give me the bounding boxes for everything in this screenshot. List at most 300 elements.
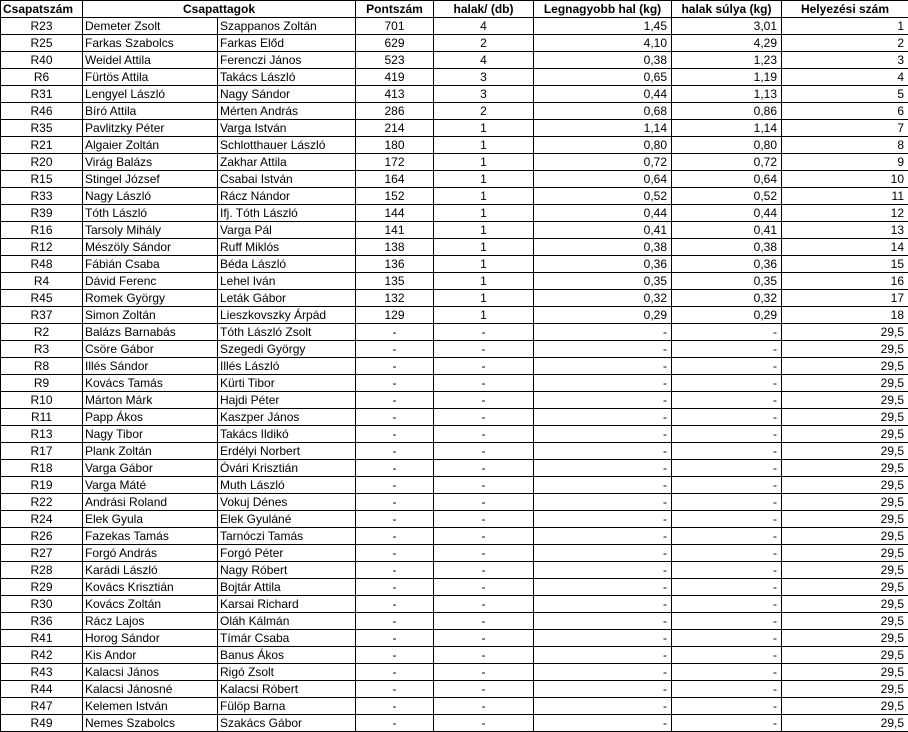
member-2-cell: Kalacsi Róbert: [218, 681, 356, 698]
member-1-cell: Kalacsi János: [83, 664, 218, 681]
team-number-cell: R30: [1, 596, 83, 613]
rank-cell: 17: [782, 290, 908, 307]
member-2-cell: Ifj. Tóth László: [218, 205, 356, 222]
biggest-fish-cell: 0,29: [534, 307, 672, 324]
fish-count-cell: -: [434, 409, 534, 426]
fish-count-cell: -: [434, 630, 534, 647]
fish-weight-cell: -: [672, 358, 782, 375]
team-number-cell: R6: [1, 69, 83, 86]
fish-weight-cell: 1,19: [672, 69, 782, 86]
team-number-cell: R11: [1, 409, 83, 426]
rank-cell: 6: [782, 103, 908, 120]
team-number-cell: R19: [1, 477, 83, 494]
table-row: [1, 154, 908, 171]
biggest-fish-cell: 0,52: [534, 188, 672, 205]
table-row: [1, 528, 908, 545]
fish-weight-cell: 0,80: [672, 137, 782, 154]
biggest-fish-cell: -: [534, 664, 672, 681]
biggest-fish-cell: -: [534, 562, 672, 579]
rank-cell: 29,5: [782, 613, 908, 630]
member-2-cell: Banus Ákos: [218, 647, 356, 664]
table-row: [1, 477, 908, 494]
member-2-cell: Fülöp Barna: [218, 698, 356, 715]
team-number-cell: R18: [1, 460, 83, 477]
member-1-cell: Horog Sándor: [83, 630, 218, 647]
rank-cell: 29,5: [782, 392, 908, 409]
fish-count-cell: 1: [434, 239, 534, 256]
fish-weight-cell: 0,44: [672, 205, 782, 222]
member-2-cell: Illés László: [218, 358, 356, 375]
fish-count-cell: 1: [434, 256, 534, 273]
fish-weight-cell: -: [672, 443, 782, 460]
member-2-cell: Bojtár Attila: [218, 579, 356, 596]
member-1-cell: Kelemen István: [83, 698, 218, 715]
fish-weight-cell: -: [672, 494, 782, 511]
table-row: [1, 341, 908, 358]
fish-count-cell: -: [434, 579, 534, 596]
rank-cell: 4: [782, 69, 908, 86]
team-number-cell: R13: [1, 426, 83, 443]
points-cell: -: [356, 460, 434, 477]
member-2-cell: Kürti Tibor: [218, 375, 356, 392]
member-2-cell: Rigó Zsolt: [218, 664, 356, 681]
fish-count-cell: -: [434, 698, 534, 715]
biggest-fish-cell: -: [534, 698, 672, 715]
biggest-fish-cell: -: [534, 341, 672, 358]
member-1-cell: Kovács Zoltán: [83, 596, 218, 613]
member-2-cell: Tímár Csaba: [218, 630, 356, 647]
team-number-cell: R47: [1, 698, 83, 715]
member-1-cell: Stingel József: [83, 171, 218, 188]
rank-cell: 3: [782, 52, 908, 69]
fish-weight-cell: 0,38: [672, 239, 782, 256]
biggest-fish-cell: -: [534, 596, 672, 613]
fish-weight-cell: -: [672, 630, 782, 647]
team-number-cell: R17: [1, 443, 83, 460]
team-number-cell: R10: [1, 392, 83, 409]
fish-count-cell: -: [434, 358, 534, 375]
fish-count-cell: -: [434, 681, 534, 698]
rank-cell: 11: [782, 188, 908, 205]
member-1-cell: Varga Gábor: [83, 460, 218, 477]
member-1-cell: Mészöly Sándor: [83, 239, 218, 256]
team-number-cell: R25: [1, 35, 83, 52]
fish-count-cell: -: [434, 426, 534, 443]
table-row: [1, 511, 908, 528]
member-2-cell: Forgó Péter: [218, 545, 356, 562]
rank-cell: 29,5: [782, 545, 908, 562]
team-number-cell: R23: [1, 18, 83, 35]
member-1-cell: Karádi László: [83, 562, 218, 579]
table-row: [1, 613, 908, 630]
biggest-fish-cell: 0,35: [534, 273, 672, 290]
table-row: [1, 171, 908, 188]
member-2-cell: Szakács Gábor: [218, 715, 356, 732]
team-number-cell: R37: [1, 307, 83, 324]
header-points: Pontszám: [356, 1, 434, 18]
fish-weight-cell: -: [672, 545, 782, 562]
points-cell: 286: [356, 103, 434, 120]
biggest-fish-cell: -: [534, 545, 672, 562]
points-cell: -: [356, 375, 434, 392]
member-2-cell: Erdélyi Norbert: [218, 443, 356, 460]
points-cell: 135: [356, 273, 434, 290]
fish-weight-cell: 0,35: [672, 273, 782, 290]
header-fish-weight: halak súlya (kg): [672, 1, 782, 18]
fish-count-cell: 1: [434, 120, 534, 137]
member-1-cell: Kis Andor: [83, 647, 218, 664]
points-cell: -: [356, 647, 434, 664]
fish-count-cell: -: [434, 596, 534, 613]
points-cell: -: [356, 562, 434, 579]
biggest-fish-cell: -: [534, 358, 672, 375]
rank-cell: 29,5: [782, 358, 908, 375]
table-row: [1, 120, 908, 137]
points-cell: -: [356, 715, 434, 732]
points-cell: 523: [356, 52, 434, 69]
points-cell: 629: [356, 35, 434, 52]
table-row: [1, 443, 908, 460]
rank-cell: 13: [782, 222, 908, 239]
biggest-fish-cell: 0,36: [534, 256, 672, 273]
member-2-cell: Varga Pál: [218, 222, 356, 239]
fish-weight-cell: 0,41: [672, 222, 782, 239]
rank-cell: 8: [782, 137, 908, 154]
fish-count-cell: 1: [434, 137, 534, 154]
fish-count-cell: 3: [434, 69, 534, 86]
fish-weight-cell: -: [672, 681, 782, 698]
member-2-cell: Rácz Nándor: [218, 188, 356, 205]
team-number-cell: R42: [1, 647, 83, 664]
header-row: [1, 1, 908, 18]
fish-weight-cell: 0,86: [672, 103, 782, 120]
table-row: [1, 239, 908, 256]
biggest-fish-cell: -: [534, 681, 672, 698]
points-cell: 164: [356, 171, 434, 188]
member-2-cell: Hajdi Péter: [218, 392, 356, 409]
fish-count-cell: 1: [434, 154, 534, 171]
rank-cell: 5: [782, 86, 908, 103]
table-row: [1, 596, 908, 613]
biggest-fish-cell: -: [534, 494, 672, 511]
member-1-cell: Simon Zoltán: [83, 307, 218, 324]
rank-cell: 29,5: [782, 375, 908, 392]
member-2-cell: Lieszkovszky Árpád: [218, 307, 356, 324]
points-cell: 132: [356, 290, 434, 307]
team-number-cell: R46: [1, 103, 83, 120]
team-number-cell: R2: [1, 324, 83, 341]
table-row: [1, 103, 908, 120]
rank-cell: 14: [782, 239, 908, 256]
table-row: [1, 715, 908, 732]
points-cell: -: [356, 443, 434, 460]
fish-count-cell: 1: [434, 290, 534, 307]
fish-weight-cell: -: [672, 528, 782, 545]
member-1-cell: Papp Ákos: [83, 409, 218, 426]
fish-count-cell: 1: [434, 171, 534, 188]
header-team-number: Csapatszám: [1, 1, 83, 18]
biggest-fish-cell: 0,72: [534, 154, 672, 171]
biggest-fish-cell: -: [534, 715, 672, 732]
points-cell: -: [356, 511, 434, 528]
table-row: [1, 35, 908, 52]
points-cell: 701: [356, 18, 434, 35]
rank-cell: 29,5: [782, 426, 908, 443]
fish-weight-cell: -: [672, 477, 782, 494]
member-1-cell: Fábián Csaba: [83, 256, 218, 273]
team-number-cell: R26: [1, 528, 83, 545]
member-1-cell: Kovács Tamás: [83, 375, 218, 392]
rank-cell: 29,5: [782, 409, 908, 426]
team-number-cell: R3: [1, 341, 83, 358]
rank-cell: 29,5: [782, 511, 908, 528]
member-2-cell: Tarnóczi Tamás: [218, 528, 356, 545]
table-row: [1, 86, 908, 103]
biggest-fish-cell: 0,38: [534, 52, 672, 69]
fish-count-cell: -: [434, 375, 534, 392]
biggest-fish-cell: -: [534, 511, 672, 528]
team-number-cell: R40: [1, 52, 83, 69]
fish-weight-cell: 0,32: [672, 290, 782, 307]
points-cell: -: [356, 324, 434, 341]
points-cell: -: [356, 341, 434, 358]
points-cell: -: [356, 528, 434, 545]
team-number-cell: R49: [1, 715, 83, 732]
member-2-cell: Farkas Előd: [218, 35, 356, 52]
fish-count-cell: -: [434, 494, 534, 511]
member-1-cell: Csöre Gábor: [83, 341, 218, 358]
points-cell: -: [356, 477, 434, 494]
fish-count-cell: 3: [434, 86, 534, 103]
table-row: [1, 324, 908, 341]
member-1-cell: Pavlitzky Péter: [83, 120, 218, 137]
biggest-fish-cell: -: [534, 324, 672, 341]
fish-weight-cell: 0,64: [672, 171, 782, 188]
biggest-fish-cell: -: [534, 409, 672, 426]
member-1-cell: Kovács Krisztián: [83, 579, 218, 596]
team-number-cell: R39: [1, 205, 83, 222]
member-1-cell: Farkas Szabolcs: [83, 35, 218, 52]
member-1-cell: Nagy László: [83, 188, 218, 205]
biggest-fish-cell: -: [534, 460, 672, 477]
rank-cell: 15: [782, 256, 908, 273]
member-2-cell: Ruff Miklós: [218, 239, 356, 256]
member-1-cell: Elek Gyula: [83, 511, 218, 528]
table-row: [1, 698, 908, 715]
table-row: [1, 256, 908, 273]
member-2-cell: Leták Gábor: [218, 290, 356, 307]
fish-count-cell: 4: [434, 52, 534, 69]
fish-weight-cell: -: [672, 341, 782, 358]
fish-weight-cell: -: [672, 562, 782, 579]
member-1-cell: Tóth László: [83, 205, 218, 222]
member-2-cell: Karsai Richard: [218, 596, 356, 613]
table-row: [1, 409, 908, 426]
member-1-cell: Algaier Zoltán: [83, 137, 218, 154]
team-number-cell: R44: [1, 681, 83, 698]
points-cell: -: [356, 579, 434, 596]
points-cell: -: [356, 681, 434, 698]
fish-weight-cell: -: [672, 664, 782, 681]
member-2-cell: Kaszper János: [218, 409, 356, 426]
points-cell: -: [356, 698, 434, 715]
table-row: [1, 18, 908, 35]
biggest-fish-cell: -: [534, 613, 672, 630]
table-row: [1, 460, 908, 477]
fish-count-cell: -: [434, 613, 534, 630]
points-cell: -: [356, 630, 434, 647]
biggest-fish-cell: 0,80: [534, 137, 672, 154]
member-2-cell: Tóth László Zsolt: [218, 324, 356, 341]
table-row: [1, 205, 908, 222]
fish-weight-cell: -: [672, 375, 782, 392]
biggest-fish-cell: 1,14: [534, 120, 672, 137]
rank-cell: 29,5: [782, 477, 908, 494]
biggest-fish-cell: 4,10: [534, 35, 672, 52]
rank-cell: 29,5: [782, 630, 908, 647]
biggest-fish-cell: 0,68: [534, 103, 672, 120]
member-2-cell: Óvári Krisztián: [218, 460, 356, 477]
rank-cell: 29,5: [782, 324, 908, 341]
fish-weight-cell: 1,14: [672, 120, 782, 137]
team-number-cell: R33: [1, 188, 83, 205]
table-row: [1, 494, 908, 511]
rank-cell: 7: [782, 120, 908, 137]
team-number-cell: R29: [1, 579, 83, 596]
member-2-cell: Varga István: [218, 120, 356, 137]
member-2-cell: Elek Gyuláné: [218, 511, 356, 528]
member-1-cell: Forgó András: [83, 545, 218, 562]
rank-cell: 29,5: [782, 715, 908, 732]
member-1-cell: Fürtös Attila: [83, 69, 218, 86]
fish-weight-cell: -: [672, 715, 782, 732]
table-row: [1, 273, 908, 290]
points-cell: 129: [356, 307, 434, 324]
team-number-cell: R36: [1, 613, 83, 630]
member-2-cell: Szappanos Zoltán: [218, 18, 356, 35]
rank-cell: 9: [782, 154, 908, 171]
fish-count-cell: -: [434, 392, 534, 409]
team-number-cell: R16: [1, 222, 83, 239]
biggest-fish-cell: 0,44: [534, 86, 672, 103]
table-row: [1, 290, 908, 307]
member-2-cell: Vokuj Dénes: [218, 494, 356, 511]
biggest-fish-cell: -: [534, 426, 672, 443]
fish-weight-cell: 0,72: [672, 154, 782, 171]
fish-weight-cell: 0,29: [672, 307, 782, 324]
points-cell: -: [356, 392, 434, 409]
rank-cell: 29,5: [782, 681, 908, 698]
fish-weight-cell: -: [672, 698, 782, 715]
fish-weight-cell: -: [672, 324, 782, 341]
rank-cell: 29,5: [782, 443, 908, 460]
header-rank: Helyezési szám: [782, 1, 908, 18]
team-number-cell: R35: [1, 120, 83, 137]
fish-count-cell: -: [434, 341, 534, 358]
fish-weight-cell: -: [672, 596, 782, 613]
table-row: [1, 545, 908, 562]
fish-weight-cell: -: [672, 409, 782, 426]
rank-cell: 29,5: [782, 528, 908, 545]
fish-count-cell: -: [434, 511, 534, 528]
rank-cell: 29,5: [782, 698, 908, 715]
fish-count-cell: -: [434, 324, 534, 341]
rank-cell: 18: [782, 307, 908, 324]
table-body: [1, 18, 908, 732]
member-1-cell: Plank Zoltán: [83, 443, 218, 460]
member-1-cell: Tarsoly Mihály: [83, 222, 218, 239]
points-cell: 180: [356, 137, 434, 154]
table-row: [1, 426, 908, 443]
team-number-cell: R43: [1, 664, 83, 681]
fish-count-cell: 4: [434, 18, 534, 35]
points-cell: 413: [356, 86, 434, 103]
points-cell: 214: [356, 120, 434, 137]
team-number-cell: R21: [1, 137, 83, 154]
fish-count-cell: -: [434, 562, 534, 579]
table-row: [1, 222, 908, 239]
team-number-cell: R8: [1, 358, 83, 375]
fish-count-cell: 2: [434, 35, 534, 52]
fish-count-cell: 1: [434, 188, 534, 205]
table-row: [1, 664, 908, 681]
rank-cell: 2: [782, 35, 908, 52]
member-1-cell: Andrási Roland: [83, 494, 218, 511]
biggest-fish-cell: -: [534, 477, 672, 494]
biggest-fish-cell: 0,38: [534, 239, 672, 256]
fish-count-cell: 1: [434, 205, 534, 222]
biggest-fish-cell: -: [534, 630, 672, 647]
fish-weight-cell: -: [672, 460, 782, 477]
team-number-cell: R12: [1, 239, 83, 256]
rank-cell: 29,5: [782, 562, 908, 579]
team-number-cell: R4: [1, 273, 83, 290]
table-row: [1, 137, 908, 154]
table-row: [1, 69, 908, 86]
fish-weight-cell: 1,13: [672, 86, 782, 103]
points-cell: -: [356, 664, 434, 681]
member-2-cell: Nagy Sándor: [218, 86, 356, 103]
points-cell: 141: [356, 222, 434, 239]
biggest-fish-cell: -: [534, 528, 672, 545]
member-1-cell: Rácz Lajos: [83, 613, 218, 630]
team-number-cell: R15: [1, 171, 83, 188]
member-2-cell: Takács Ildikó: [218, 426, 356, 443]
member-1-cell: Illés Sándor: [83, 358, 218, 375]
member-2-cell: Mérten András: [218, 103, 356, 120]
fish-weight-cell: 0,36: [672, 256, 782, 273]
member-1-cell: Balázs Barnabás: [83, 324, 218, 341]
rank-cell: 29,5: [782, 647, 908, 664]
member-1-cell: Weidel Attila: [83, 52, 218, 69]
table-row: [1, 630, 908, 647]
member-2-cell: Takács László: [218, 69, 356, 86]
table-row: [1, 392, 908, 409]
member-1-cell: Dávid Ferenc: [83, 273, 218, 290]
points-cell: 138: [356, 239, 434, 256]
team-number-cell: R41: [1, 630, 83, 647]
member-1-cell: Nemes Szabolcs: [83, 715, 218, 732]
table-row: [1, 307, 908, 324]
team-number-cell: R48: [1, 256, 83, 273]
team-number-cell: R20: [1, 154, 83, 171]
points-cell: -: [356, 545, 434, 562]
points-cell: 172: [356, 154, 434, 171]
table-row: [1, 375, 908, 392]
member-2-cell: Muth László: [218, 477, 356, 494]
biggest-fish-cell: -: [534, 579, 672, 596]
fish-count-cell: 2: [434, 103, 534, 120]
